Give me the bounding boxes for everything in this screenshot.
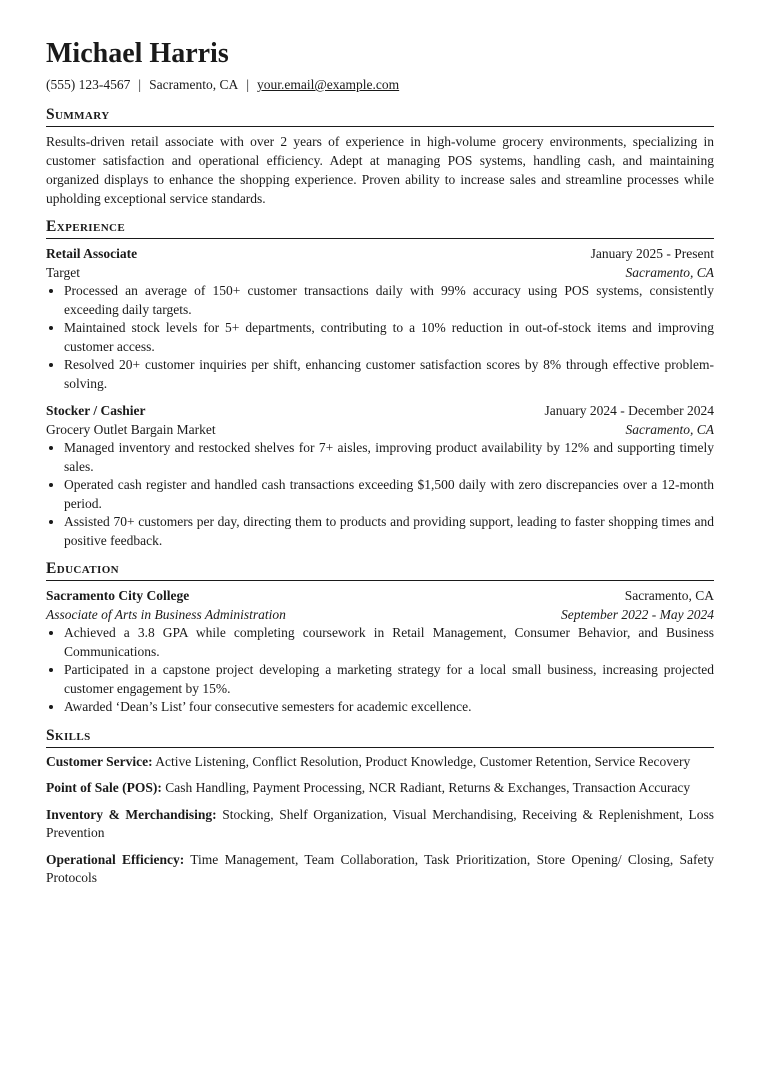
job-bullets xyxy=(46,439,714,550)
skill-list: Active Listening, Conflict Resolution, Product Knowledge, Customer Retention, Service Recovery xyxy=(155,753,691,769)
skill-line-customer-service xyxy=(46,753,714,772)
skill-line-pos xyxy=(46,779,714,798)
phone-number: (555) 123-4567 xyxy=(46,77,131,92)
job-company: Target xyxy=(46,265,81,280)
summary-section xyxy=(46,106,714,208)
skill-line-inventory xyxy=(46,806,714,843)
job-title-row xyxy=(46,244,714,263)
job-title-row xyxy=(46,401,714,420)
skill-category: Inventory & Merchandising: xyxy=(46,806,217,822)
skill-line-operational xyxy=(46,851,714,888)
skill-list: Cash Handling, Payment Processing, NCR Radiant, Returns & Exchanges, Transaction Accuracy xyxy=(165,780,691,795)
section-title-summary: Summary xyxy=(46,106,714,127)
section-title-skills: Skills xyxy=(46,727,714,748)
skills-section xyxy=(46,727,714,888)
degree-name: Associate of Arts in Business Administration xyxy=(46,607,286,622)
list-item: • Resolved 20+ customer inquiries per shift, enhancing customer satisfaction scores by 8% through effective problem-solving. xyxy=(64,356,714,393)
job-role: Stocker / Cashier xyxy=(46,403,146,418)
skill-category: Customer Service: xyxy=(46,753,153,769)
degree-row xyxy=(46,605,714,624)
contact-separator: | xyxy=(246,77,250,92)
job-bullets xyxy=(46,282,714,393)
section-title-education: Education xyxy=(46,560,714,581)
contact-line xyxy=(46,76,714,94)
list-item: • Achieved a 3.8 GPA while completing coursework in Retail Management, Consumer Behavior, and Business Communications. xyxy=(64,624,714,661)
school-row xyxy=(46,586,714,605)
list-item: • Assisted 70+ customers per day, directing them to products and providing support, leading to faster shopping times and positive feedback. xyxy=(64,513,714,550)
list-item: • Operated cash register and handled cash transactions exceeding $1,500 daily with zero discrepancies over a 12-month period. xyxy=(64,476,714,513)
skill-category: Operational Efficiency: xyxy=(46,851,185,867)
experience-section xyxy=(46,218,714,550)
education-section xyxy=(46,560,714,717)
job-location: Sacramento, CA xyxy=(625,265,714,280)
job-role: Retail Associate xyxy=(46,246,138,261)
list-item: • Awarded ‘Dean’s List’ four consecutive semesters for academic excellence. xyxy=(64,698,714,717)
education-bullets xyxy=(46,624,714,717)
education-entry xyxy=(46,586,714,717)
list-item: • Processed an average of 150+ customer transactions daily with 99% accuracy using POS systems, consistently exceeding daily targets. xyxy=(64,282,714,319)
list-item: • Managed inventory and restocked shelves for 7+ aisles, improving product availability by 12% and supporting timely sales. xyxy=(64,439,714,476)
email-link[interactable]: your.email@example.com xyxy=(257,77,400,92)
list-item: • Maintained stock levels for 5+ departments, contributing to a 10% reduction in out-of-stock items and improving customer access. xyxy=(64,319,714,356)
candidate-name: Michael Harris xyxy=(46,38,229,69)
section-title-experience: Experience xyxy=(46,218,714,239)
skill-category: Point of Sale (POS): xyxy=(46,780,162,795)
skill-list: Time Management, Team Collaboration, Task Prioritization, Store Opening/ Closing, Safety Protocols xyxy=(46,851,714,885)
summary-text: Results-driven retail associate with over 2 years of experience in high-volume grocery environments, specializing in customer satisfaction and operational efficiency. Adept at managing POS systems, handling cash, and maintaining organized displays to enhance the shopping experience. Proven ability to increase sales and streamline processes while upholding exceptional service standards. xyxy=(46,134,714,206)
job-entry-stocker-cashier xyxy=(46,401,714,550)
resume-header xyxy=(46,38,714,94)
school-name: Sacramento City College xyxy=(46,588,190,603)
job-dates: January 2024 - December 2024 xyxy=(544,403,714,418)
job-company-row xyxy=(46,263,714,282)
job-entry-retail-associate xyxy=(46,244,714,393)
list-item: • Participated in a capstone project developing a marketing strategy for a local small business, increasing projected customer engagement by 15%. xyxy=(64,661,714,698)
job-dates: January 2025 - Present xyxy=(590,246,714,261)
job-company: Grocery Outlet Bargain Market xyxy=(46,422,216,437)
job-location: Sacramento, CA xyxy=(625,422,714,437)
job-company-row xyxy=(46,420,714,439)
school-location: Sacramento, CA xyxy=(624,588,714,603)
skill-list: Stocking, Shelf Organization, Visual Merchandising, Receiving & Replenishment, Loss Prevention xyxy=(46,806,714,840)
education-dates: September 2022 - May 2024 xyxy=(561,607,714,622)
contact-separator: | xyxy=(138,77,142,92)
location: Sacramento, CA xyxy=(149,77,239,92)
